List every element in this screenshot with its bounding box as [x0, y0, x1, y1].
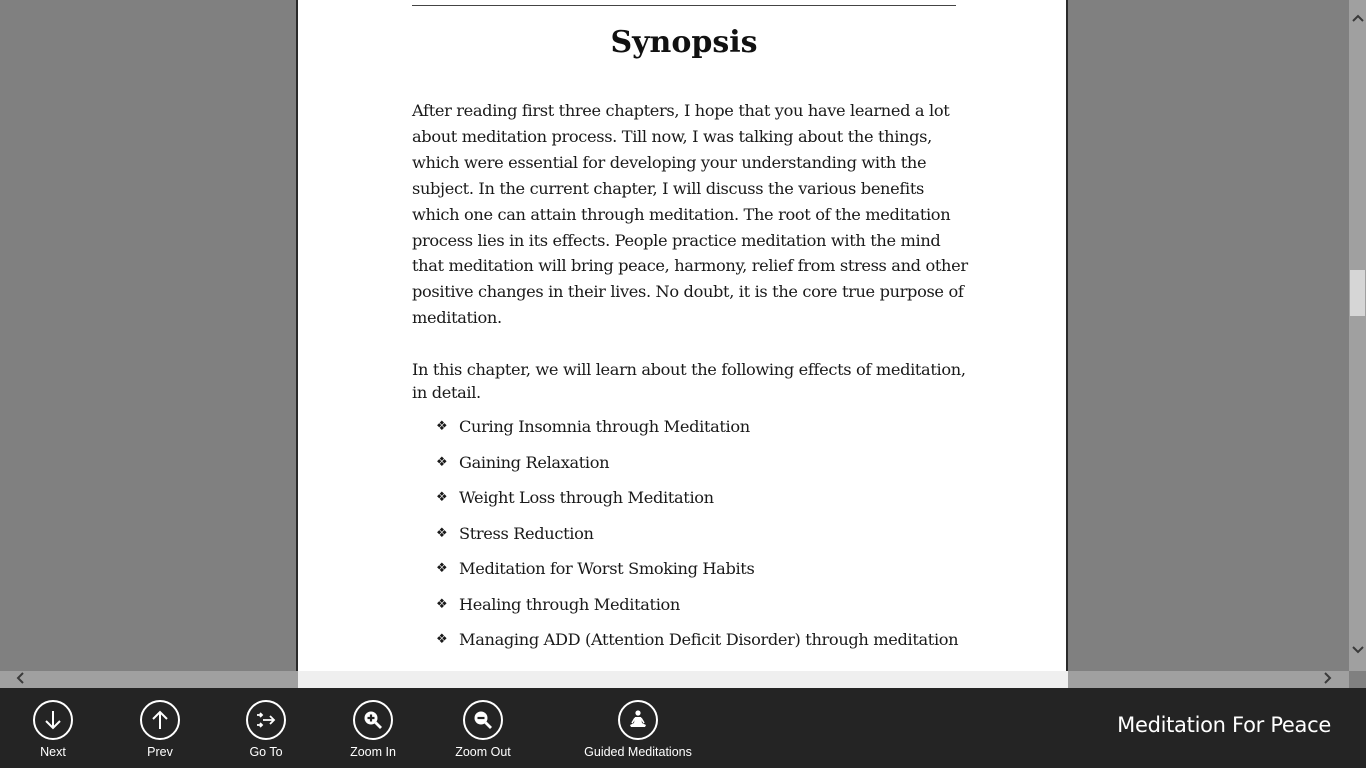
bullet-icon: ❖ — [436, 596, 448, 612]
horizontal-scrollbar[interactable] — [0, 671, 1349, 688]
guided-meditations-button[interactable]: Guided Meditations — [582, 700, 694, 759]
bullet-icon: ❖ — [436, 525, 448, 541]
app-title: Meditation For Peace — [1117, 713, 1331, 737]
meditation-person-icon — [618, 700, 658, 740]
vertical-scroll-thumb[interactable] — [1350, 270, 1365, 316]
go-to-button[interactable]: Go To — [246, 700, 286, 759]
list-item: ❖ Healing through Meditation — [436, 594, 681, 614]
zoom-out-button[interactable]: Zoom Out — [451, 700, 515, 759]
bullet-icon: ❖ — [436, 561, 448, 576]
bullet-icon: ❖ — [436, 419, 448, 434]
document-page — [296, 0, 1068, 671]
prev-button[interactable]: Prev — [140, 700, 180, 759]
section-title: Synopsis — [610, 25, 758, 60]
list-item: ❖ Managing ADD (Attention Deficit Disorder) through meditation — [436, 630, 959, 649]
list-item: ❖ Stress Reduction — [436, 523, 594, 543]
horizontal-scroll-thumb[interactable] — [298, 671, 1068, 688]
bullet-icon: ❖ — [436, 454, 448, 470]
bullet-icon: ❖ — [436, 490, 448, 505]
zoom-out-icon — [463, 700, 503, 740]
synopsis-paragraph: After reading first three chapters, I hope that you have learned a lot about meditation process. Till now, I was talking about the things, which were essential for developing your understanding with the subject. In the current chapter, I will discuss the various benefits which one can attain through meditation. The root of the meditation process lies in its effects. People practice meditation with the mind that meditation will bring peace, harmony, relief from stress and other positive changes in their lives. No doubt, it is the core true purpose of meditation. — [412, 101, 968, 328]
app-bar — [0, 688, 1366, 768]
list-item: ❖ Weight Loss through Meditation — [436, 488, 714, 507]
running-header — [412, 0, 956, 6]
scroll-left-icon[interactable] — [10, 671, 30, 688]
go-to-icon — [246, 700, 286, 740]
zoom-in-icon — [353, 700, 393, 740]
effects-list — [436, 417, 958, 666]
list-item: ❖ Gaining Relaxation — [436, 452, 610, 472]
next-button[interactable]: Next — [33, 700, 73, 759]
vertical-scrollbar[interactable] — [1349, 0, 1366, 671]
zoom-in-button[interactable]: Zoom In — [343, 700, 403, 759]
list-item: ❖ Curing Insomnia through Meditation — [436, 417, 750, 436]
scroll-up-icon[interactable] — [1349, 8, 1366, 28]
arrow-up-icon — [140, 700, 180, 740]
chapter-intro-paragraph: In this chapter, we will learn about the following effects of meditation, in detail. — [412, 360, 966, 402]
list-item: ❖ Meditation for Worst Smoking Habits — [436, 559, 755, 578]
scroll-down-icon[interactable] — [1349, 640, 1366, 660]
scroll-right-icon[interactable] — [1318, 671, 1338, 688]
arrow-down-icon — [33, 700, 73, 740]
bullet-icon: ❖ — [436, 632, 448, 647]
